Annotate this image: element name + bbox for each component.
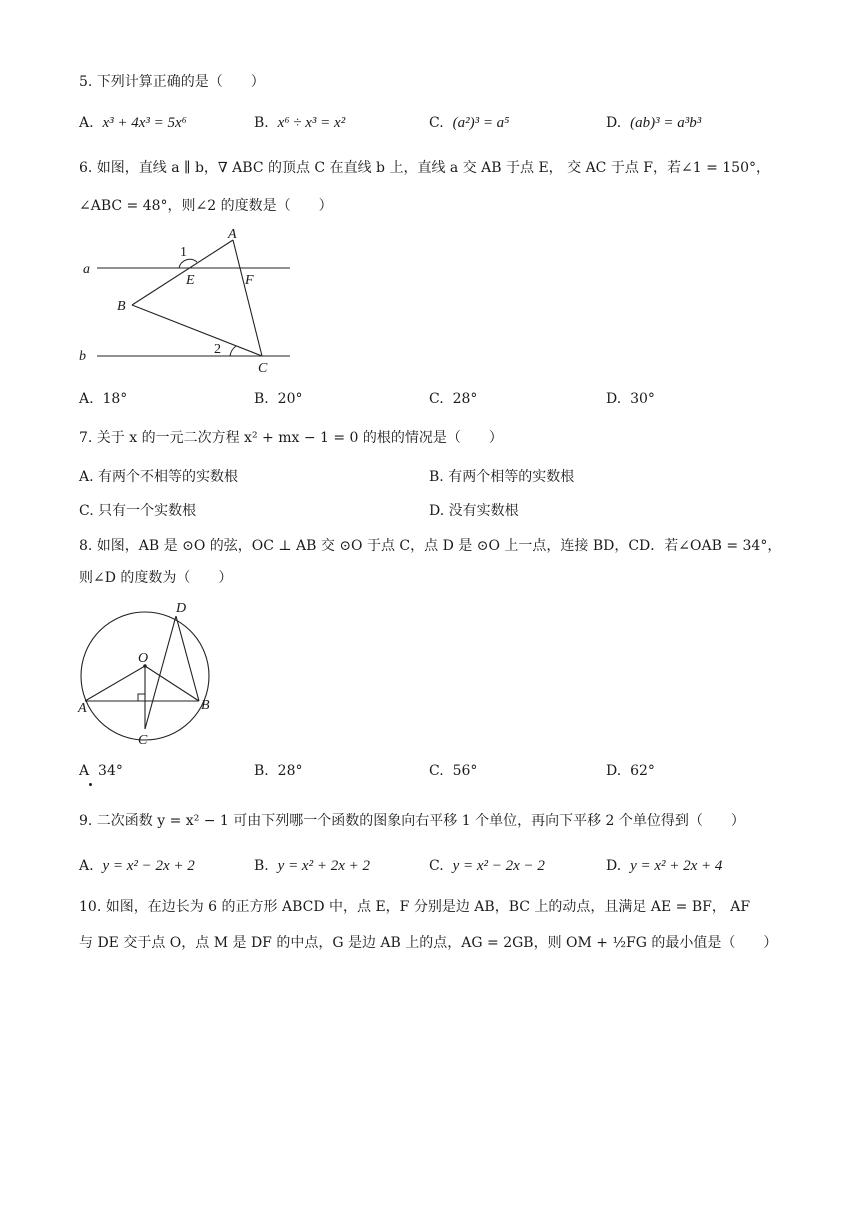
q10-stem-line1: 10. 如图，在边长为 6 的正方形 ABCD 中，点 E，F 分别是边 AB，BC 上的动点，且满足 AE = BF， AF bbox=[79, 899, 751, 915]
q9-option-c: C. y = x² − 2x − 2 bbox=[429, 858, 545, 874]
q8-option-b: B. 28° bbox=[254, 763, 303, 779]
q5-option-d: D. (ab)³ = a³b³ bbox=[606, 115, 702, 131]
segment-dc bbox=[145, 616, 176, 729]
q8-option-c: C. 56° bbox=[429, 763, 478, 779]
q7-option-a: A. 有两个不相等的实数根 bbox=[79, 469, 239, 485]
q7-option-c: C. 只有一个实数根 bbox=[79, 503, 197, 519]
q6-option-d: D. 30° bbox=[606, 391, 655, 407]
q5-stem: 5. 下列计算正确的是（ ） bbox=[79, 74, 265, 90]
q8-stem-line1: 8. 如图，AB 是 ⊙O 的弦，OC ⊥ AB 交 ⊙O 于点 C，点 D 是 ⊙O 上一点，连接 BD，CD．若∠OAB = 34°， bbox=[79, 538, 782, 554]
q9-option-b: B. y = x² + 2x + 2 bbox=[254, 858, 370, 874]
q9-option-a: A. y = x² − 2x + 2 bbox=[79, 858, 195, 874]
q7-option-d: D. 没有实数根 bbox=[429, 503, 519, 519]
label-point-a: A bbox=[228, 227, 237, 242]
label-point-b: B bbox=[201, 698, 210, 713]
q5-option-a: A. x³ + 4x³ = 5x⁶ bbox=[79, 115, 187, 131]
q8-option-d: D. 62° bbox=[606, 763, 655, 779]
q5-option-b: B. x⁶ ÷ x³ = x² bbox=[254, 115, 346, 131]
q6-option-c: C. 28° bbox=[429, 391, 478, 407]
right-angle-mark bbox=[138, 694, 145, 701]
label-angle-2: 2 bbox=[214, 342, 221, 357]
label-point-c: C bbox=[138, 733, 148, 748]
label-point-f: F bbox=[245, 273, 254, 288]
segment-oa bbox=[85, 666, 145, 701]
q9-stem: 9. 二次函数 y = x² − 1 可由下列哪一个函数的图象向右平移 1 个单位，再向下平移 2 个单位得到（ ） bbox=[79, 813, 745, 829]
segment-ac bbox=[233, 240, 262, 356]
q5-option-c: C. (a²)³ = a⁵ bbox=[429, 115, 510, 131]
label-point-c: C bbox=[258, 361, 268, 376]
label-point-d: D bbox=[176, 601, 187, 616]
q8-option-a: A 34° bbox=[79, 763, 123, 779]
label-line-b: b bbox=[79, 349, 86, 364]
q6-stem-line2: ∠ABC = 48°，则∠2 的度数是（ ） bbox=[79, 198, 333, 214]
angle-2-arc bbox=[230, 346, 236, 356]
q7-option-b: B. 有两个相等的实数根 bbox=[429, 469, 575, 485]
label-angle-1: 1 bbox=[180, 245, 187, 260]
q6-option-b: B. 20° bbox=[254, 391, 303, 407]
label-line-a: a bbox=[83, 262, 90, 277]
q7-stem: 7. 关于 x 的一元二次方程 x² + mx − 1 = 0 的根的情况是（ ） bbox=[79, 430, 503, 446]
label-point-e: E bbox=[186, 273, 195, 288]
segment-bc bbox=[132, 305, 262, 356]
label-point-b: B bbox=[117, 299, 126, 314]
q8-stem-line2: 则∠D 的度数为（ ） bbox=[79, 570, 233, 586]
q6-option-a: A. 18° bbox=[79, 391, 128, 407]
q6-figure bbox=[75, 222, 300, 377]
q9-option-d: D. y = x² + 2x + 4 bbox=[606, 858, 723, 874]
stray-dot bbox=[89, 783, 92, 786]
label-point-o: O bbox=[138, 651, 149, 666]
q8-figure bbox=[72, 598, 227, 750]
q6-stem-line1: 6. 如图，直线 a ∥ b，∇ ABC 的顶点 C 在直线 b 上，直线 a 交 AB 于点 E， 交 AC 于点 F，若∠1 = 150°， bbox=[79, 160, 770, 176]
q10-stem-line2: 与 DE 交于点 O，点 M 是 DF 的中点，G 是边 AB 上的点，AG = 2GB，则 OM + ½FG 的最小值是（ ） bbox=[79, 935, 778, 951]
angle-1-arc bbox=[179, 259, 197, 268]
label-point-a: A bbox=[78, 701, 87, 716]
